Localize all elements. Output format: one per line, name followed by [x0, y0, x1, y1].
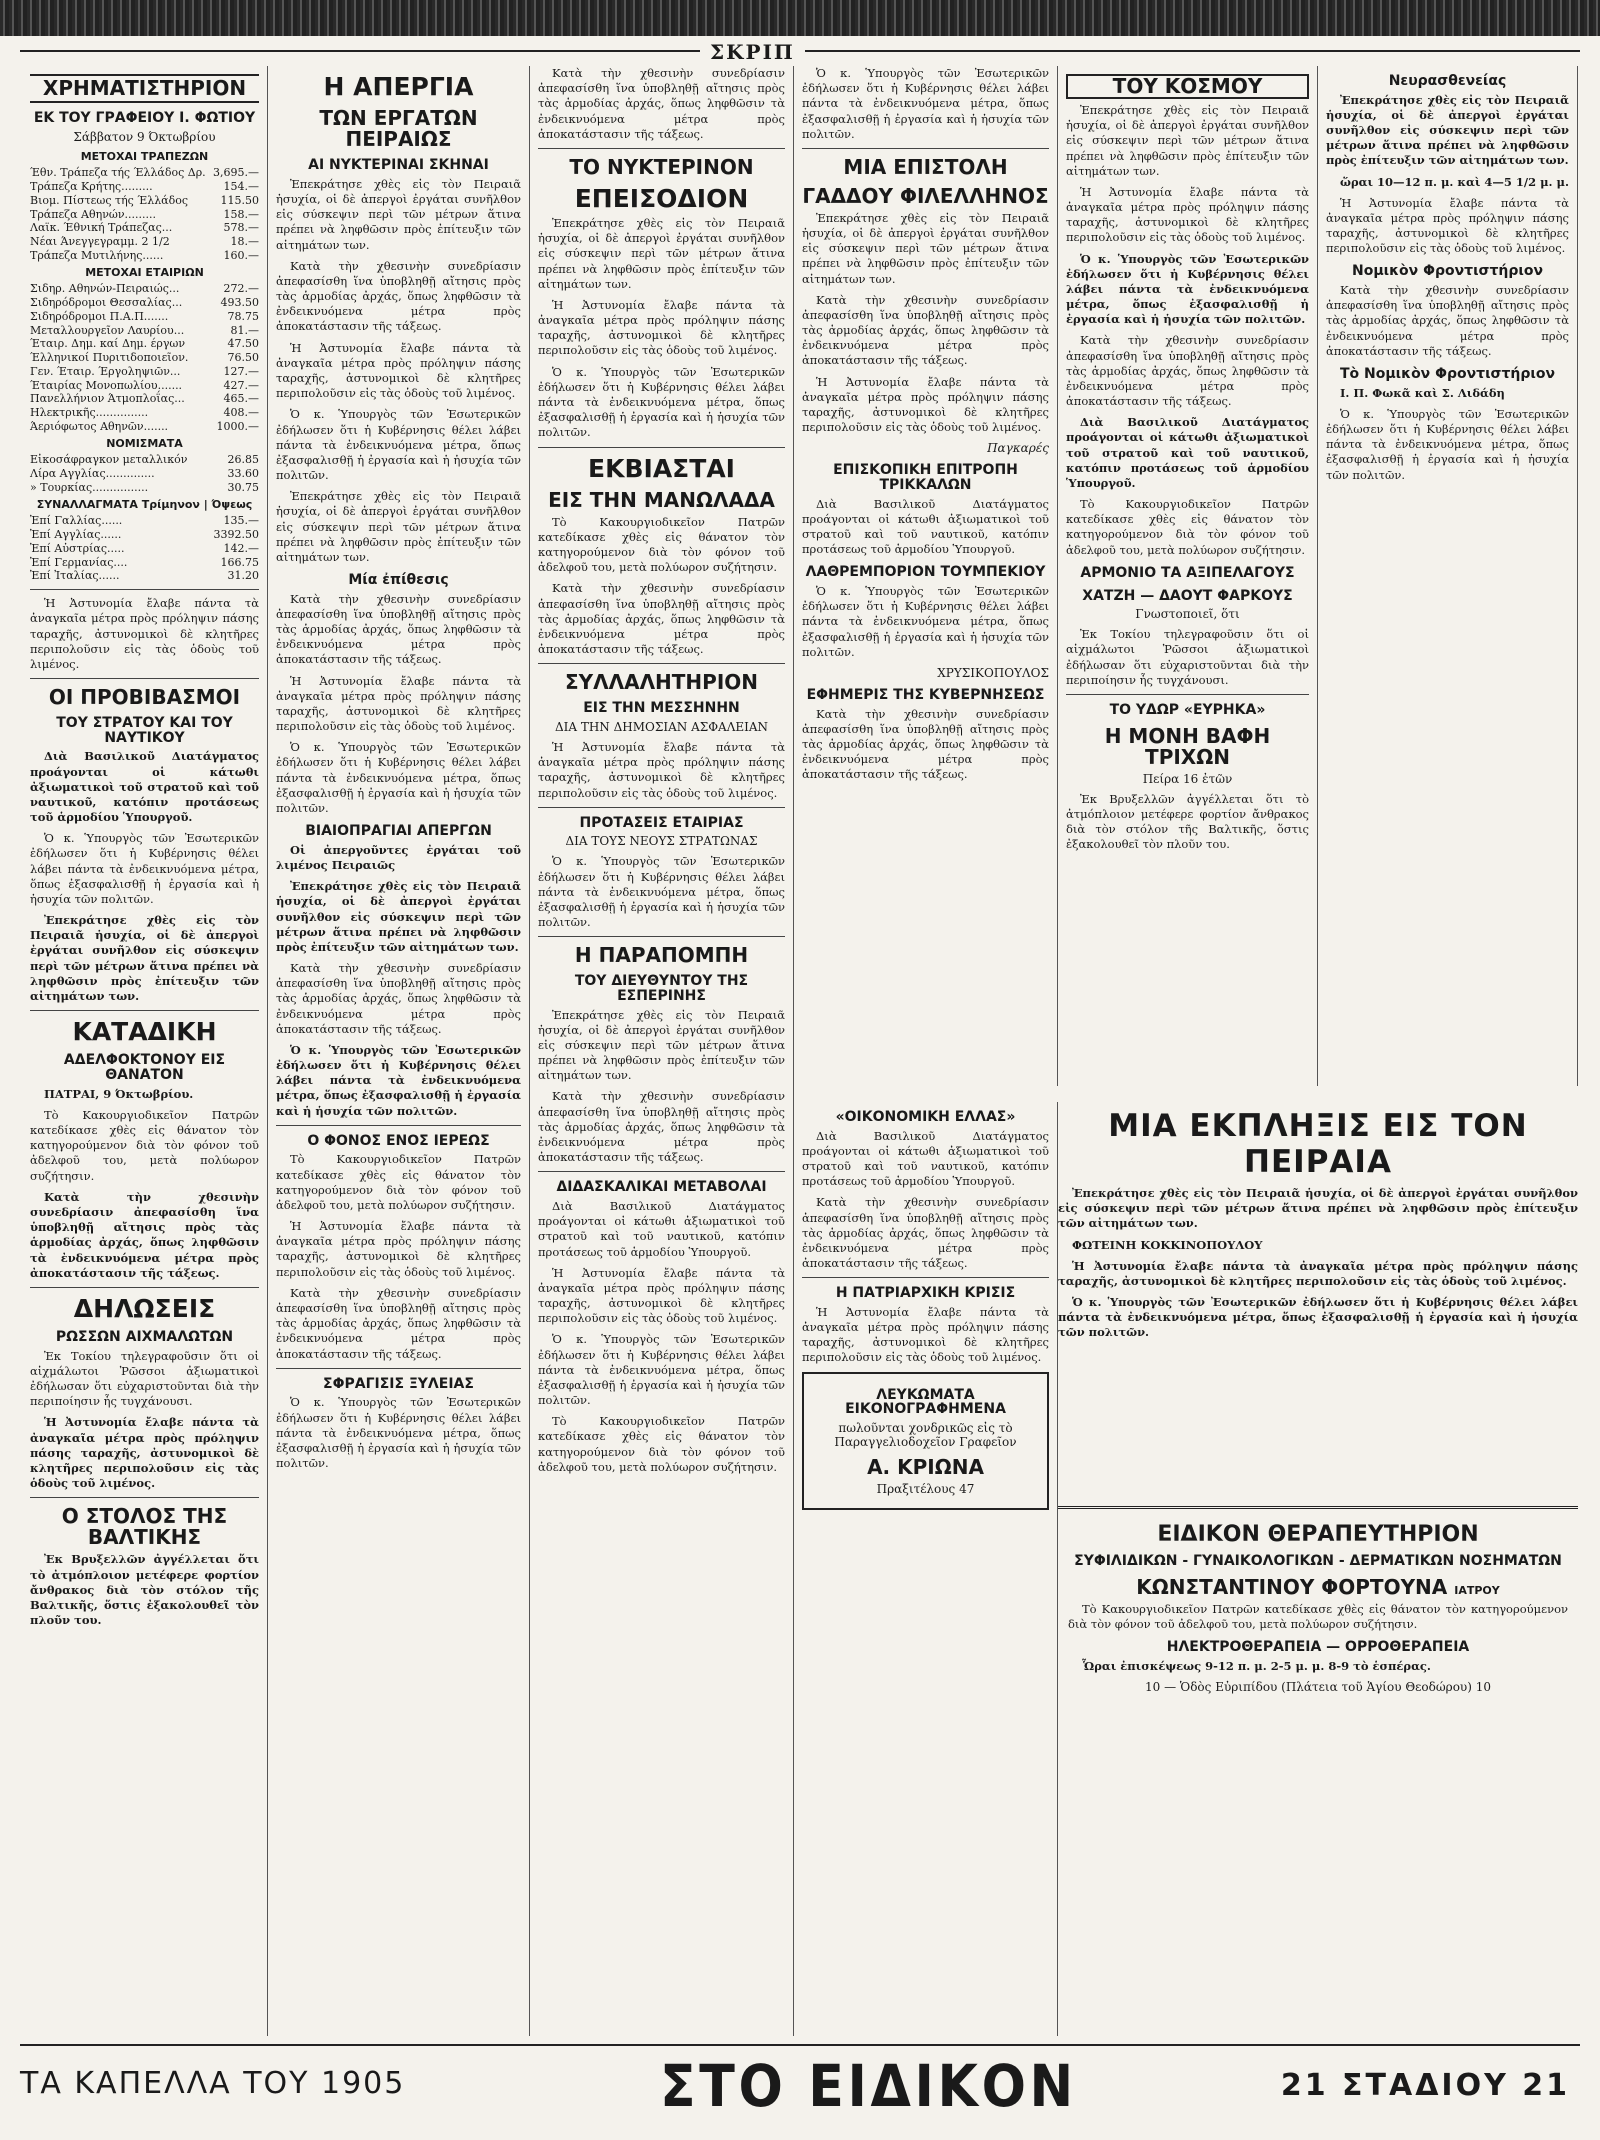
article-text: Κατὰ τὴν χθεσινὴν συνεδρίασιν ἀπεφασίσθη ἵνα ὑποβληθῇ αἴτησις πρὸς τὰς ἁρμοδίας ἀρχάς, ὅπως ληφθῶσιν τὰ ἐνδεικνυόμενα μέτρα πρὸς ἀποκατάστασιν τῆς τάξεως. [802, 292, 1049, 368]
article-text: Ἡ Ἀστυνομία ἔλαβε πάντα τὰ ἀναγκαῖα μέτρα πρὸς πρόληψιν πάσης ταραχῆς, ἀστυνομικοὶ δὲ κλητῆρες περιπολοῦσιν εἰς τὰς ὁδοὺς τοῦ λιμένος. [30, 1415, 259, 1491]
article-text: Ὁ κ. Ὑπουργὸς τῶν Ἐσωτερικῶν ἐδήλωσεν ὅτι ἡ Κυβέρνησις θέλει λάβει πάντα τὰ ἐνδεικνυόμενα μέτρα, ὅπως ἐξασφαλισθῇ ἡ ἐργασία καὶ ἡ ἡσυχία τῶν πολιτῶν. [276, 1395, 521, 1471]
clinic-ad-subtitle: ΣΥΦΙΛΙΔΙΚΩΝ - ΓΥΝΑΙΚΟΛΟΓΙΚΩΝ - ΔΕΡΜΑΤΙΚΩΝ ΝΟΣΗΜΑΤΩΝ [1074, 1553, 1562, 1570]
article-text: Τὸ Κακουργιοδικεῖον Πατρῶν κατεδίκασε χθὲς εἰς θάνατον τὸν κατηγορούμενον διὰ τὸν φόνον τοῦ ἀδελφοῦ του, μετὰ πολύωρον συζήτησιν. [538, 514, 785, 575]
article-text: Ἐπεκράτησε χθὲς εἰς τὸν Πειραιᾶ ἡσυχία, οἱ δὲ ἀπεργοὶ ἐργάται συνῆλθον εἰς σύσκεψιν περὶ τῶν μέτρων ἅτινα πρέπει νὰ ληφθῶσιν πρὸς ἐπίτευξιν τῶν αἰτημάτων των. [1058, 1186, 1578, 1231]
market-row-value: 272.— [223, 282, 259, 296]
piraeus-ad-title: ΜΙΑ ΕΚΠΛΗΞΙΣ ΕΙΣ ΤΟΝ ΠΕΙΡΑΙΑ [1108, 1108, 1528, 1180]
market-row-value: 18.— [230, 235, 259, 249]
market-row-value: 81.— [230, 323, 259, 337]
market-row-value: 47.50 [227, 337, 259, 351]
market-table [30, 150, 259, 584]
market-row [30, 453, 259, 467]
market-row-value: 115.50 [220, 193, 259, 207]
market-row-value: 158.— [223, 207, 259, 221]
running-header [0, 40, 1600, 62]
market-row [30, 406, 259, 420]
sentence-subheadline: ΑΔΕΛΦΟΚΤΟΝΟΥ ΕΙΣ ΘΑΝΑΤΟΝ [63, 1052, 226, 1084]
article-text: Ὁ κ. Ὑπουργὸς τῶν Ἐσωτερικῶν ἐδήλωσεν ὅτι ἡ Κυβέρνησις θέλει λάβει πάντα τὰ ἐνδεικνυόμενα μέτρα, ὅπως ἐξασφαλισθῇ ἡ ἐργασία καὶ ἡ ἡσυχία τῶν πολιτῶν. [1058, 1295, 1578, 1340]
albums-ad-name: Α. ΚΡΙΩΝΑ [867, 1454, 984, 1479]
article-text: Διὰ Βασιλικοῦ Διατάγματος προάγονται οἱ κάτωθι ἀξιωματικοὶ τοῦ στρατοῦ καὶ τοῦ ναυτικοῦ, κατόπιν προτάσεως τοῦ ἁρμοδίου Ὑπουργοῦ. [1066, 415, 1309, 490]
market-row-value: 154.— [223, 180, 259, 194]
article-text: Ἡ Ἀστυνομία ἔλαβε πάντα τὰ ἀναγκαῖα μέτρα πρὸς πρόληψιν πάσης ταραχῆς, ἀστυνομικοὶ δὲ κλητῆρες περιπολοῦσιν εἰς τὰς ὁδοὺς τοῦ λιμένος. [276, 1219, 521, 1279]
sentence-headline: ΚΑΤΑΔΙΚΗ [72, 1017, 217, 1047]
clinic-ad-section: ΗΛΕΚΤΡΟΘΕΡΑΠΕΙΑ — ΟΡΡΟΘΕΡΑΠΕΙΑ [1166, 1639, 1470, 1656]
market-row-name: Έλληνικοί Πυριτιδοποιεῖον. [30, 351, 189, 365]
market-row-value: 465.— [223, 392, 259, 406]
violence-subheading: ΒΙΑΙΟΠΡΑΓΙΑΙ ΑΠΕΡΓΩΝ [305, 823, 492, 840]
attack-subheading: Μία ἐπίθεσις [348, 572, 449, 589]
market-row-name: Ἐπί Γερμανίας.... [30, 555, 128, 569]
article-text: Ἐπεκράτησε χθὲς εἰς τὸν Πειραιᾶ ἡσυχία, οἱ δὲ ἀπεργοὶ ἐργάται συνῆλθον εἰς σύσκεψιν περὶ τῶν μέτρων ἅτινα πρέπει νὰ ληφθῶσιν πρὸς ἐπίτευξιν τῶν αἰτημάτων των. [538, 1007, 785, 1083]
market-title: ΧΡΗΜΑΤΙΣΤΗΡΙΟΝ [30, 74, 259, 103]
newspaper-page [22, 66, 1578, 2036]
companies-heading: ΜΕΤΟΧΑΙ ΕΤΑΙΡΙΩΝ [85, 265, 204, 279]
market-row-name: Εἰκοσάφραγκον μεταλλικόν [30, 453, 188, 467]
article-text: Ἡ Ἀστυνομία ἔλαβε πάντα τὰ ἀναγκαῖα μέτρα πρὸς πρόληψιν πάσης ταραχῆς, ἀστυνομικοὶ δὲ κλητῆρες περιπολοῦσιν εἰς τὰς ὁδοὺς τοῦ λιμένος. [1326, 195, 1569, 256]
market-row-name: Βιομ. Πίστεως τής Έλλάδος [30, 193, 188, 207]
market-row-value: 3,695.— [213, 166, 259, 180]
article-text: Ἡ Ἀστυνομία ἔλαβε πάντα τὰ ἀναγκαῖα μέτρα πρὸς πρόληψιν πάσης ταραχῆς, ἀστυνομικοὶ δὲ κλητῆρες περιπολοῦσιν εἰς τὰς ὁδοὺς τοῦ λιμένος. [538, 740, 785, 800]
market-subtitle: ΕΚ ΤΟΥ ΓΡΑΦΕΙΟΥ Ι. ΦΩΤΙΟΥ [33, 110, 256, 126]
eureka-headline: ΤΟ ΥΔΩΡ «ΕΥΡΗΚΑ» [1109, 701, 1266, 718]
market-row [30, 282, 259, 296]
clinic-ad-hours: Ὧραι ἐπισκέψεως 9-12 π. μ. 2-5 μ. μ. 8-9 τὸ ἑσπέρας. [1082, 1658, 1431, 1673]
referral-headline: Η ΠΑΡΑΠΟΜΠΗ [574, 943, 749, 968]
market-row [30, 379, 259, 393]
market-row-name: Λαϊκ. Έθνική Τράπεζας... [30, 221, 173, 235]
market-row-name: Ηλεκτρικῆς............... [30, 406, 149, 420]
letter-headline: ΜΙΑ ΕΠΙΣΤΟΛΗ [843, 154, 1008, 179]
market-row-value: 142.— [223, 541, 259, 555]
strike-subheadline: ΤΩΝ ΕΡΓΑΤΩΝ ΠΕΙΡΑΙΩΣ [319, 106, 478, 152]
article-text: Ἐπεκράτησε χθὲς εἰς τὸν Πειραιᾶ ἡσυχία, οἱ δὲ ἀπεργοὶ ἐργάται συνῆλθον εἰς σύσκεψιν περὶ τῶν μέτρων ἅτινα πρέπει νὰ ληφθῶσιν πρὸς ἐπίτευξιν τῶν αἰτημάτων των. [276, 489, 521, 564]
article-text: Κατὰ τὴν χθεσινὴν συνεδρίασιν ἀπεφασίσθη ἵνα ὑποβληθῇ αἴτησις πρὸς τὰς ἁρμοδίας ἀρχάς, ὅπως ληφθῶσιν τὰ ἐνδεικνυόμενα μέτρα πρὸς ἀποκατάστασιν τῆς τάξεως. [1326, 283, 1569, 358]
market-row [30, 467, 259, 481]
article-text: Ἡ Ἀστυνομία ἔλαβε πάντα τὰ ἀναγκαῖα μέτρα πρὸς πρόληψιν πάσης ταραχῆς, ἀστυνομικοὶ δὲ κλητῆρες περιπολοῦσιν εἰς τὰς ὁδοὺς τοῦ λιμένος. [802, 1304, 1049, 1365]
article-text: Ὁ κ. Ὑπουργὸς τῶν Ἐσωτερικῶν ἐδήλωσεν ὅτι ἡ Κυβέρνησις θέλει λάβει πάντα τὰ ἐνδεικνυόμενα μέτρα, ὅπως ἐξασφαλισθῇ ἡ ἐργασία καὶ ἡ ἡσυχία τῶν πολιτῶν. [276, 740, 521, 815]
article-text: Ἡ Ἀστυνομία ἔλαβε πάντα τὰ ἀναγκαῖα μέτρα πρὸς πρόληψιν πάσης ταραχῆς, ἀστυνομικοὶ δὲ κλητῆρες περιπολοῦσιν εἰς τὰς ὁδοὺς τοῦ λιμένος. [802, 374, 1049, 435]
dateline: ΠΑΤΡΑΙ, 9 Όκτωβρίου. [44, 1086, 194, 1101]
albums-ad [802, 1372, 1049, 1510]
market-row [30, 235, 259, 249]
market-row [30, 351, 259, 365]
market-row [30, 310, 259, 324]
clinic-ad [1058, 1506, 1578, 1866]
albums-ad-title: ΛΕΥΚΩΜΑΤΑ ΕΙΚΟΝΟΓΡΑΦΗΜΕΝΑ [845, 1386, 1006, 1418]
teacher-changes-headline: ΔΙΔΑΣΚΑΛΙΚΑΙ ΜΕΤΑΒΟΛΑΙ [556, 1179, 767, 1196]
eureka-subheadline: Η ΜΟΝΗ ΒΑΦΗ ΤΡΙΧΩΝ [1104, 723, 1271, 769]
committee-headline: ΕΠΙΣΚΟΠΙΚΗ ΕΠΙΤΡΟΠΗ ΤΡΙΚΚΑΛΩΝ [833, 462, 1018, 493]
article-text: Τὸ Κακουργιοδικεῖον Πατρῶν κατεδίκασε χθὲς εἰς θάνατον τὸν κατηγορούμενον διὰ τὸν φόνον τοῦ ἀδελφοῦ του, μετὰ πολύωρον συζήτησιν. [538, 1414, 785, 1474]
market-row-name: Ἐπί Αὐστρίας..... [30, 541, 125, 555]
world-headline: ΤΟΥ ΚΟΣΜΟΥ [1066, 74, 1309, 99]
referral-subheadline: ΤΟΥ ΔΙΕΥΘΥΝΤΟΥ ΤΗΣ ΕΣΠΕΡΙΝΗΣ [574, 973, 749, 1004]
promotions-subheadline: ΤΟΥ ΣΤΡΑΤΟΥ ΚΑΙ ΤΟΥ ΝΑΥΤΙΚΟΥ [56, 715, 233, 746]
market-row-name: Έταιρίας Μονοπωλίου....... [30, 378, 183, 392]
albums-ad-address: Πραξιτέλους 47 [876, 1481, 975, 1496]
smuggling-headline: ΛΑΘΡΕΜΠΟΡΙΟΝ ΤΟΥΜΠΕΚΙΟΥ [805, 564, 1046, 581]
market-row-name: Έθν. Τράπεζα τής Έλλάδος Δρ. [30, 166, 206, 180]
market-row-name: Τράπεζα Κρήτης......... [30, 180, 153, 194]
market-row [30, 420, 259, 434]
article-text: Κατὰ τὴν χθεσινὴν συνεδρίασιν ἀπεφασίσθη ἵνα ὑποβληθῇ αἴτησις πρὸς τὰς ἁρμοδίας ἀρχάς, ὅπως ληφθῶσιν τὰ ἐνδεικνυόμενα μέτρα πρὸς ἀποκατάστασιν τῆς τάξεως. [538, 66, 785, 141]
market-row [30, 166, 259, 180]
clinic-ad-doctor [1068, 1574, 1568, 1599]
banks-heading: ΜΕΤΟΧΑΙ ΤΡΑΠΕΖΩΝ [80, 149, 209, 163]
market-row [30, 569, 259, 583]
market-row-value: 26.85 [227, 453, 259, 467]
harmony-ad-subheadline: ΧΑΤΖΗ — ΔΑΟΥΤ ΦΑΡΚΟΥΣ [1082, 587, 1293, 604]
market-row-value: 78.75 [227, 309, 259, 323]
market-row-value: 1000.— [216, 419, 259, 433]
article-text: Ἡ Ἀστυνομία ἔλαβε πάντα τὰ ἀναγκαῖα μέτρα πρὸς πρόληψιν πάσης ταραχῆς, ἀστυνομικοὶ δὲ κλητῆρες περιπολοῦσιν εἰς τὰς ὁδοὺς τοῦ λιμένος. [1066, 184, 1309, 245]
article-text: Κατὰ τὴν χθεσινὴν συνεδρίασιν ἀπεφασίσθη ἵνα ὑποβληθῇ αἴτησις πρὸς τὰς ἁρμοδίας ἀρχάς, ὅπως ληφθῶσιν τὰ ἐνδεικνυόμενα μέτρα πρὸς ἀποκατάστασιν τῆς τάξεως. [276, 258, 521, 334]
article-text: Ἐπεκράτησε χθὲς εἰς τὸν Πειραιᾶ ἡσυχία, οἱ δὲ ἀπεργοὶ ἐργάται συνῆλθον εἰς σύσκεψιν περὶ τῶν μέτρων ἅτινα πρέπει νὰ ληφθῶσιν πρὸς ἐπίτευξιν τῶν αἰτημάτων των. [802, 210, 1049, 286]
market-date: Σάββατον 9 Όκτωβρίου [73, 129, 216, 144]
article-text: Τὸ Κακουργιοδικεῖον Πατρῶν κατεδίκασε χθὲς εἰς θάνατον τὸν κατηγορούμενον διὰ τὸν φόνον τοῦ ἀδελφοῦ του, μετὰ πολύωρον συζήτησιν. [276, 1152, 521, 1212]
market-row [30, 208, 259, 222]
article-text: Κατὰ τὴν χθεσινὴν συνεδρίασιν ἀπεφασίσθη ἵνα ὑποβληθῇ αἴτησις πρὸς τὰς ἁρμοδίας ἀρχάς, ὅπως ληφθῶσιν τὰ ἐνδεικνυόμενα μέτρα πρὸς ἀποκατάστασιν τῆς τάξεως. [802, 706, 1049, 782]
article-text: Ἐπεκράτησε χθὲς εἰς τὸν Πειραιᾶ ἡσυχία, οἱ δὲ ἀπεργοὶ ἐργάται συνῆλθον εἰς σύσκεψιν περὶ τῶν μέτρων ἅτινα πρέπει νὰ ληφθῶσιν πρὸς ἐπίτευξιν τῶν αἰτημάτων των. [538, 216, 785, 291]
market-row-name: Σιδηρ. Αθηνών-Πειραιώς... [30, 282, 180, 296]
top-border-band [0, 0, 1600, 36]
market-row-value: 160.— [223, 248, 259, 262]
market-row-name: Λίρα Αγγλίας.............. [30, 467, 155, 481]
market-row-value: 127.— [223, 364, 259, 378]
market-row-value: 76.50 [227, 351, 259, 365]
footer-right: 21 ΣΤΑΔΙΟΥ 21 [1280, 2068, 1570, 2103]
extortion-headline: ΕΚΒΙΑΣΤΑΙ [588, 453, 735, 483]
market-row [30, 556, 259, 570]
article-text: Ἡ Ἀστυνομία ἔλαβε πάντα τὰ ἀναγκαῖα μέτρα πρὸς πρόληψιν πάσης ταραχῆς, ἀστυνομικοὶ δὲ κλητῆρες περιπολοῦσιν εἰς τὰς ὁδοὺς τοῦ λιμένος. [538, 297, 785, 358]
market-row-name: Ἐπί Αγγλίας...... [30, 528, 122, 542]
law-tutoring-lead: Ι. Π. Φωκᾶ καὶ Σ. Λιδάδη [1340, 385, 1505, 400]
article-text: Ὁ κ. Ὑπουργὸς τῶν Ἐσωτερικῶν ἐδήλωσεν ὅτι ἡ Κυβέρνησις θέλει λάβει πάντα τὰ ἐνδεικνυόμενα μέτρα, ὅπως ἐξασφαλισθῇ ἡ ἐργασία καὶ ἡ ἡσυχία τῶν πολιτῶν. [276, 1042, 521, 1118]
article-text: Ὁ κ. Ὑπουργὸς τῶν Ἐσωτερικῶν ἐδήλωσεν ὅτι ἡ Κυβέρνησις θέλει λάβει πάντα τὰ ἐνδεικνυόμενα μέτρα, ὅπως ἐξασφαλισθῇ ἡ ἐργασία καὶ ἡ ἡσυχία τῶν πολιτῶν. [538, 854, 785, 930]
market-row-name: Ἐπί Γαλλίας...... [30, 514, 123, 528]
article-text: Κατὰ τὴν χθεσινὴν συνεδρίασιν ἀπεφασίσθη ἵνα ὑποβληθῇ αἴτησις πρὸς τὰς ἁρμοδίας ἀρχάς, ὅπως ληφθῶσιν τὰ ἐνδεικνυόμενα μέτρα πρὸς ἀποκατάστασιν τῆς τάξεως. [276, 961, 521, 1036]
statements-headline: ΔΗΛΩΣΕΙΣ [73, 1293, 216, 1323]
article-lead: Οἱ ἀπεργοῦντες ἐργάται τοῦ λιμένος Πειραιῶς [276, 842, 521, 873]
market-row [30, 324, 259, 338]
companies-list [30, 282, 259, 433]
article-text: Ἐπεκράτησε χθὲς εἰς τὸν Πειραιᾶ ἡσυχία, οἱ δὲ ἀπεργοὶ ἐργάται συνῆλθον εἰς σύσκεψιν περὶ τῶν μέτρων ἅτινα πρέπει νὰ ληφθῶσιν πρὸς ἐπίτευξιν τῶν αἰτημάτων των. [276, 879, 521, 954]
market-row [30, 542, 259, 556]
piraeus-ad [1058, 1102, 1578, 1492]
market-row-name: Μεταλλουργεῖον Λαυρίου... [30, 323, 185, 337]
market-row-value: 408.— [223, 406, 259, 420]
market-row-value: 493.50 [220, 296, 259, 310]
albums-ad-text: πωλοῦνται χονδρικῶς εἰς τὸ Παραγγελιοδοχεῖον Γραφεῖον [834, 1420, 1017, 1449]
harmony-ad-headline: ΑΡΜΟΝΙΟ ΤΑ ΑΞΙΠΕΛΑΓΟΥΣ [1080, 564, 1295, 581]
rally-headline: ΣΥΛΛΑΛΗΤΗΡΙΟΝ [564, 670, 759, 695]
market-row [30, 337, 259, 351]
column-5 [1058, 66, 1318, 1086]
company-proposals-headline: ΠΡΟΤΑΣΕΙΣ ΕΤΑΙΡΙΑΣ [579, 814, 744, 831]
article-text: Ἐκ Βρυξελλῶν ἀγγέλλεται ὅτι τὸ ἀτμόπλοιον μετέφερε φορτίον ἄνθρακος διὰ τὸν στόλον τῆς Βαλτικῆς, ὅστις ἐξακολουθεῖ τὸν πλοῦν του. [1066, 791, 1309, 852]
market-row [30, 392, 259, 406]
market-row [30, 514, 259, 528]
clinic-ad-doctor-title: ΙΑΤΡΟΥ [1454, 1583, 1500, 1597]
article-text: Κατὰ τὴν χθεσινὴν συνεδρίασιν ἀπεφασίσθη ἵνα ὑποβληθῇ αἴτησις πρὸς τὰς ἁρμοδίας ἀρχάς, ὅπως ληφθῶσιν τὰ ἐνδεικνυόμενα μέτρα πρὸς ἀποκατάστασιν τῆς τάξεως. [276, 591, 521, 667]
newspaper-name: ΣΚΡΙΠ [700, 40, 805, 64]
footer-advert [20, 2044, 1580, 2126]
clinic-ad-address: 10 — Ὁδὸς Εὐριπίδου (Πλάτεια τοῦ Ἁγίου Θεοδώρου) 10 [1145, 1679, 1491, 1694]
neurasthenia-heading: Νευρασθενείας [1388, 73, 1507, 89]
article-text: Κατὰ τὴν χθεσινὴν συνεδρίασιν ἀπεφασίσθη ἵνα ὑποβληθῇ αἴτησις πρὸς τὰς ἁρμοδίας ἀρχάς, ὅπως ληφθῶσιν τὰ ἐνδεικνυόμενα μέτρα πρὸς ἀποκατάστασιν τῆς τάξεως. [1066, 333, 1309, 409]
column-4-lower [794, 1102, 1058, 2036]
market-row-value: 427.— [223, 378, 259, 392]
article-text: Ἡ Ἀστυνομία ἔλαβε πάντα τὰ ἀναγκαῖα μέτρα πρὸς πρόληψιν πάσης ταραχῆς, ἀστυνομικοὶ δὲ κλητῆρες περιπολοῦσιν εἰς τὰς ὁδοὺς τοῦ λιμένος. [1058, 1258, 1578, 1288]
article-text: Ἡ Ἀστυνομία ἔλαβε πάντα τὰ ἀναγκαῖα μέτρα πρὸς πρόληψιν πάσης ταραχῆς, ἀστυνομικοὶ δὲ κλητῆρες περιπολοῦσιν εἰς τὰς ὁδοὺς τοῦ λιμένος. [538, 1265, 785, 1326]
article-text: Ὁ κ. Ὑπουργὸς τῶν Ἐσωτερικῶν ἐδήλωσεν ὅτι ἡ Κυβέρνησις θέλει λάβει πάντα τὰ ἐνδεικνυόμενα μέτρα, ὅπως ἐξασφαλισθῇ ἡ ἐργασία καὶ ἡ ἡσυχία τῶν πολιτῶν. [538, 364, 785, 440]
eureka-lead: Πείρα 16 ἐτῶν [1142, 771, 1233, 786]
patriarchal-crisis-headline: Η ΠΑΤΡΙΑΡΧΙΚΗ ΚΡΙΣΙΣ [835, 1285, 1016, 1302]
gazette-headline: ΕΦΗΜΕΡΙΣ ΤΗΣ ΚΥΒΕΡΝΗΣΕΩΣ [806, 686, 1045, 703]
market-row-name: Τράπεζα Αθηνών......... [30, 207, 157, 221]
fx-list [30, 514, 259, 583]
column-3 [530, 66, 794, 2036]
harmony-ad-lead: Γνωστοποιεῖ, ὅτι [1135, 607, 1240, 622]
market-row [30, 249, 259, 263]
market-row-value: 3392.50 [213, 528, 259, 542]
market-row-name: Πανελλήνιον Άτμοπλοΐας... [30, 392, 185, 406]
coins-heading: ΝΟΜΙΣΜΑΤΑ [106, 436, 183, 450]
article-text: Ἐπεκράτησε χθὲς εἰς τὸν Πειραιᾶ ἡσυχία, οἱ δὲ ἀπεργοὶ ἐργάται συνῆλθον εἰς σύσκεψιν περὶ τῶν μέτρων ἅτινα πρέπει νὰ ληφθῶσιν πρὸς ἐπίτευξιν τῶν αἰτημάτων των. [276, 176, 521, 252]
market-row-name: Σιδηρόδρομοι Θεσσαλίας... [30, 296, 183, 310]
market-row [30, 180, 259, 194]
strike-headline: Η ΑΠΕΡΓΙΑ [323, 72, 474, 101]
market-row-value: 30.75 [227, 480, 259, 494]
article-text: Ἐπεκράτησε χθὲς εἰς τὸν Πειραιᾶ ἡσυχία, οἱ δὲ ἀπεργοὶ ἐργάται συνῆλθον εἰς σύσκεψιν περὶ τῶν μέτρων ἅτινα πρέπει νὰ ληφθῶσιν πρὸς ἐπίτευξιν τῶν αἰτημάτων των. [1326, 92, 1569, 168]
article-text: Κατὰ τὴν χθεσινὴν συνεδρίασιν ἀπεφασίσθη ἵνα ὑποβληθῇ αἴτησις πρὸς τὰς ἁρμοδίας ἀρχάς, ὅπως ληφθῶσιν τὰ ἐνδεικνυόμενα μέτρα πρὸς ἀποκατάστασιν τῆς τάξεως. [276, 1285, 521, 1361]
article-text: Τὸ Κακουργιοδικεῖον Πατρῶν κατεδίκασε χθὲς εἰς θάνατον τὸν κατηγορούμενον διὰ τὸν φόνον τοῦ ἀδελφοῦ του, μετὰ πολύωρον συζήτησιν. [1066, 497, 1309, 557]
market-row [30, 481, 259, 495]
article-text: Ὁ κ. Ὑπουργὸς τῶν Ἐσωτερικῶν ἐδήλωσεν ὅτι ἡ Κυβέρνησις θέλει λάβει πάντα τὰ ἐνδεικνυόμενα μέτρα, ὅπως ἐξασφαλισθῇ ἡ ἐργασία καὶ ἡ ἡσυχία τῶν πολιτῶν. [802, 66, 1049, 141]
article-text: Διὰ Βασιλικοῦ Διατάγματος προάγονται οἱ κάτωθι ἀξιωματικοὶ τοῦ στρατοῦ καὶ τοῦ ναυτικοῦ, κατόπιν προτάσεως τοῦ ἁρμοδίου Ὑπουργοῦ. [538, 1199, 785, 1259]
article-text: Ἐπεκράτησε χθὲς εἰς τὸν Πειραιᾶ ἡσυχία, οἱ δὲ ἀπεργοὶ ἐργάται συνῆλθον εἰς σύσκεψιν περὶ τῶν μέτρων ἅτινα πρέπει νὰ ληφθῶσιν πρὸς ἐπίτευξιν τῶν αἰτημάτων των. [30, 913, 259, 1003]
banks-list [30, 166, 259, 262]
article-text: Κατὰ τὴν χθεσινὴν συνεδρίασιν ἀπεφασίσθη ἵνα ὑποβληθῇ αἴτησις πρὸς τὰς ἁρμοδίας ἀρχάς, ὅπως ληφθῶσιν τὰ ἐνδεικνυόμενα μέτρα πρὸς ἀποκατάστασιν τῆς τάξεως. [30, 1189, 259, 1280]
article-text: Ὁ κ. Ὑπουργὸς τῶν Ἐσωτερικῶν ἐδήλωσεν ὅτι ἡ Κυβέρνησις θέλει λάβει πάντα τὰ ἐνδεικνυόμενα μέτρα, ὅπως ἐξασφαλισθῇ ἡ ἐργασία καὶ ἡ ἡσυχία τῶν πολιτῶν. [802, 584, 1049, 659]
fx-heading: ΣΥΝΑΛΛΑΓΜΑΤΑ Τρίμηνον | Όψεως [36, 497, 253, 511]
article-text: Διὰ Βασιλικοῦ Διατάγματος προάγονται οἱ κάτωθι ἀξιωματικοὶ τοῦ στρατοῦ καὶ τοῦ ναυτικοῦ, κατόπιν προτάσεως τοῦ ἁρμοδίου Ὑπουργοῦ. [30, 749, 259, 825]
clinic-ad-title: ΕΙΔΙΚΟΝ ΘΕΡΑΠΕΥΤΗΡΙΟΝ [1157, 1522, 1479, 1547]
footer-middle: ΣΤΟ ΕΙΔΙΚΟΝ [660, 2052, 1077, 2120]
baltic-fleet-headline: Ο ΣΤΟΛΟΣ ΤΗΣ ΒΑΛΤΙΚΗΣ [61, 1504, 228, 1550]
column-2 [268, 66, 530, 2036]
market-row-name: Έταιρ. Δημ. καί Δημ. έργων [30, 337, 186, 351]
statements-subheadline: ΡΩΣΣΩΝ ΑΙΧΜΑΛΩΤΩΝ [55, 1329, 234, 1346]
law-tutoring-heading: Νομικὸν Φροντιστήριον [1352, 263, 1543, 280]
company-proposals-subheadline: ΔΙΑ ΤΟΥΣ ΝΕΟΥΣ ΣΤΡΑΤΩΝΑΣ [565, 834, 758, 849]
strike-subheadline-2: ΑΙ ΝΥΚΤΕΡΙΝΑΙ ΣΚΗΝΑΙ [308, 157, 489, 174]
letter-subheadline: ΓΑΔΔΟΥ ΦΙΛΕΛΛΗΝΟΣ [802, 183, 1049, 208]
market-row-name: Σιδηρόδρομοι Π.Α.Π....... [30, 309, 169, 323]
market-row [30, 528, 259, 542]
market-row [30, 194, 259, 208]
rally-subheadline: ΕΙΣ ΤΗΝ ΜΕΣΣΗΝΗΝ [583, 700, 740, 717]
market-row-name: » Τουρκίας................ [30, 480, 149, 494]
market-row-name: Γεν. Έταιρ. Έργοληψιῶν... [30, 364, 181, 378]
market-row-value: 31.20 [227, 569, 259, 583]
smuggling-signature: ΧΡΥΣΙΚΟΠΟΥΛΟΣ [937, 665, 1049, 680]
market-row-value: 33.60 [227, 467, 259, 481]
economic-greece-headline: «ΟΙΚΟΝΟΜΙΚΗ ΕΛΛΑΣ» [835, 1109, 1016, 1125]
coins-list [30, 453, 259, 494]
extortion-subheadline: ΕΙΣ ΤΗΝ ΜΑΝΩΛΑΔΑ [548, 487, 775, 512]
priest-murder-headline: Ο ΦΟΝΟΣ ΕΝΟΣ ΙΕΡΕΩΣ [307, 1132, 490, 1149]
article-text: Ἐπεκράτησε χθὲς εἰς τὸν Πειραιᾶ ἡσυχία, οἱ δὲ ἀπεργοὶ ἐργάται συνῆλθον εἰς σύσκεψιν περὶ τῶν μέτρων ἅτινα πρέπει νὰ ληφθῶσιν πρὸς ἐπίτευξιν τῶν αἰτημάτων των. [1066, 103, 1309, 178]
letter-signature: Παγκαρές [987, 441, 1049, 456]
promotions-headline: ΟΙ ΠΡΟΒΙΒΑΣΜΟΙ [48, 685, 241, 710]
market-row-name: Τράπεζα Μυτιλήνης...... [30, 248, 164, 262]
article-text: Ὁ κ. Ὑπουργὸς τῶν Ἐσωτερικῶν ἐδήλωσεν ὅτι ἡ Κυβέρνησις θέλει λάβει πάντα τὰ ἐνδεικνυόμενα μέτρα, ὅπως ἐξασφαλισθῇ ἡ ἐργασία καὶ ἡ ἡσυχία τῶν πολιτῶν. [538, 1332, 785, 1408]
market-row-value: 578.— [223, 221, 259, 235]
article-text: Ὁ κ. Ὑπουργὸς τῶν Ἐσωτερικῶν ἐδήλωσεν ὅτι ἡ Κυβέρνησις θέλει λάβει πάντα τὰ ἐνδεικνυόμενα μέτρα, ὅπως ἐξασφαλισθῇ ἡ ἐργασία καὶ ἡ ἡσυχία τῶν πολιτῶν. [1066, 251, 1309, 327]
clinic-ad-doctor-name: ΚΩΝΣΤΑΝΤΙΝΟΥ ΦΟΡΤΟΥΝΑ [1136, 1574, 1448, 1599]
piraeus-ad-name: ΦΩΤΕΙΝΗ ΚΟΚΚΙΝΟΠΟΥΛΟΥ [1072, 1237, 1263, 1252]
article-text: Τὸ Κακουργιοδικεῖον Πατρῶν κατεδίκασε χθὲς εἰς θάνατον τὸν κατηγορούμενον διὰ τὸν φόνον τοῦ ἀδελφοῦ του, μετὰ πολύωρον συζήτησιν. [1068, 1601, 1568, 1631]
market-row-value: 135.— [223, 514, 259, 528]
article-text: Ὁ κ. Ὑπουργὸς τῶν Ἐσωτερικῶν ἐδήλωσεν ὅτι ἡ Κυβέρνησις θέλει λάβει πάντα τὰ ἐνδεικνυόμενα μέτρα, ὅπως ἐξασφαλισθῇ ἡ ἐργασία καὶ ἡ ἡσυχία τῶν πολιτῶν. [276, 407, 521, 483]
night-incident-subheadline: ΕΠΕΙΣΟΔΙΟΝ [574, 183, 749, 213]
market-row [30, 221, 259, 235]
timber-seal-headline: ΣΦΡΑΓΙΣΙΣ ΞΥΛΕΙΑΣ [323, 1375, 474, 1392]
rally-subheadline-2: ΔΙΑ ΤΗΝ ΔΗΜΟΣΙΑΝ ΑΣΦΑΛΕΙΑΝ [554, 720, 769, 734]
market-row-name: Ἐπί Ἰταλίας...... [30, 569, 120, 583]
doctor-hours: ὥραι 10—12 π. μ. καὶ 4—5 1/2 μ. μ. [1340, 174, 1569, 189]
article-text: Ὁ κ. Ὑπουργὸς τῶν Ἐσωτερικῶν ἐδήλωσεν ὅτι ἡ Κυβέρνησις θέλει λάβει πάντα τὰ ἐνδεικνυόμενα μέτρα, ὅπως ἐξασφαλισθῇ ἡ ἐργασία καὶ ἡ ἡσυχία τῶν πολιτῶν. [1326, 406, 1569, 482]
article-text: Κατὰ τὴν χθεσινὴν συνεδρίασιν ἀπεφασίσθη ἵνα ὑποβληθῇ αἴτησις πρὸς τὰς ἁρμοδίας ἀρχάς, ὅπως ληφθῶσιν τὰ ἐνδεικνυόμενα μέτρα πρὸς ἀποκατάστασιν τῆς τάξεως. [538, 581, 785, 657]
market-row-name: Νέαι Άνεγγεγραμμ. 2 1/2 [30, 235, 170, 249]
article-text: Ἐκ Τοκίου τηλεγραφοῦσιν ὅτι οἱ αἰχμάλωτοι Ῥῶσσοι ἀξιωματικοὶ ἐδήλωσαν ὅτι εὐχαριστοῦνται διὰ τὴν περιποίησιν ἧς τυγχάνουσι. [30, 1348, 259, 1409]
article-text: Ἡ Ἀστυνομία ἔλαβε πάντα τὰ ἀναγκαῖα μέτρα πρὸς πρόληψιν πάσης ταραχῆς, ἀστυνομικοὶ δὲ κλητῆρες περιπολοῦσιν εἰς τὰς ὁδοὺς τοῦ λιμένος. [276, 340, 521, 401]
market-row [30, 365, 259, 379]
column-4 [794, 66, 1058, 1086]
column-1 [22, 66, 268, 2036]
article-text: Ἡ Ἀστυνομία ἔλαβε πάντα τὰ ἀναγκαῖα μέτρα πρὸς πρόληψιν πάσης ταραχῆς, ἀστυνομικοὶ δὲ κλητῆρες περιπολοῦσιν εἰς τὰς ὁδοὺς τοῦ λιμένος. [30, 596, 259, 671]
footer-left: ΤΑ ΚΑΠΕΛΛΑ ΤΟΥ 1905 [20, 2066, 406, 2101]
column-6 [1318, 66, 1578, 1086]
night-incident-headline: ΤΟ ΝΥΚΤΕΡΙΝΟΝ [569, 154, 754, 179]
market-row-value: 166.75 [220, 555, 259, 569]
article-text: Ἐκ Βρυξελλῶν ἀγγέλλεται ὅτι τὸ ἀτμόπλοιον μετέφερε φορτίον ἄνθρακος διὰ τὸν στόλον τῆς Βαλτικῆς, ὅστις ἐξακολουθεῖ τὸν πλοῦν του. [30, 1552, 259, 1628]
article-text: Ὁ κ. Ὑπουργὸς τῶν Ἐσωτερικῶν ἐδήλωσεν ὅτι ἡ Κυβέρνησις θέλει λάβει πάντα τὰ ἐνδεικνυόμενα μέτρα, ὅπως ἐξασφαλισθῇ ἡ ἐργασία καὶ ἡ ἡσυχία τῶν πολιτῶν. [30, 831, 259, 906]
article-text: Ἡ Ἀστυνομία ἔλαβε πάντα τὰ ἀναγκαῖα μέτρα πρὸς πρόληψιν πάσης ταραχῆς, ἀστυνομικοὶ δὲ κλητῆρες περιπολοῦσιν εἰς τὰς ὁδοὺς τοῦ λιμένος. [276, 673, 521, 734]
article-text: Ἐκ Τοκίου τηλεγραφοῦσιν ὅτι οἱ αἰχμάλωτοι Ῥῶσσοι ἀξιωματικοὶ ἐδήλωσαν ὅτι εὐχαριστοῦνται διὰ τὴν περιποίησιν ἧς τυγχάνουσι. [1066, 627, 1309, 687]
article-text: Κατὰ τὴν χθεσινὴν συνεδρίασιν ἀπεφασίσθη ἵνα ὑποβληθῇ αἴτησις πρὸς τὰς ἁρμοδίας ἀρχάς, ὅπως ληφθῶσιν τὰ ἐνδεικνυόμενα μέτρα πρὸς ἀποκατάστασιν τῆς τάξεως. [538, 1089, 785, 1165]
market-row-name: Άεριόφωτος Αθηνῶν....... [30, 419, 169, 433]
article-text: Διὰ Βασιλικοῦ Διατάγματος προάγονται οἱ κάτωθι ἀξιωματικοὶ τοῦ στρατοῦ καὶ τοῦ ναυτικοῦ, κατόπιν προτάσεως τοῦ ἁρμοδίου Ὑπουργοῦ. [802, 1128, 1049, 1189]
article-text: Τὸ Κακουργιοδικεῖον Πατρῶν κατεδίκασε χθὲς εἰς θάνατον τὸν κατηγορούμενον διὰ τὸν φόνον τοῦ ἀδελφοῦ του, μετὰ πολύωρον συζήτησιν. [30, 1107, 259, 1183]
market-row [30, 296, 259, 310]
law-tutoring-heading-2: Τὸ Νομικὸν Φροντιστήριον [1339, 365, 1555, 382]
article-text: Κατὰ τὴν χθεσινὴν συνεδρίασιν ἀπεφασίσθη ἵνα ὑποβληθῇ αἴτησις πρὸς τὰς ἁρμοδίας ἀρχάς, ὅπως ληφθῶσιν τὰ ἐνδεικνυόμενα μέτρα πρὸς ἀποκατάστασιν τῆς τάξεως. [802, 1195, 1049, 1271]
article-text: Διὰ Βασιλικοῦ Διατάγματος προάγονται οἱ κάτωθι ἀξιωματικοὶ τοῦ στρατοῦ καὶ τοῦ ναυτικοῦ, κατόπιν προτάσεως τοῦ ἁρμοδίου Ὑπουργοῦ. [802, 496, 1049, 557]
